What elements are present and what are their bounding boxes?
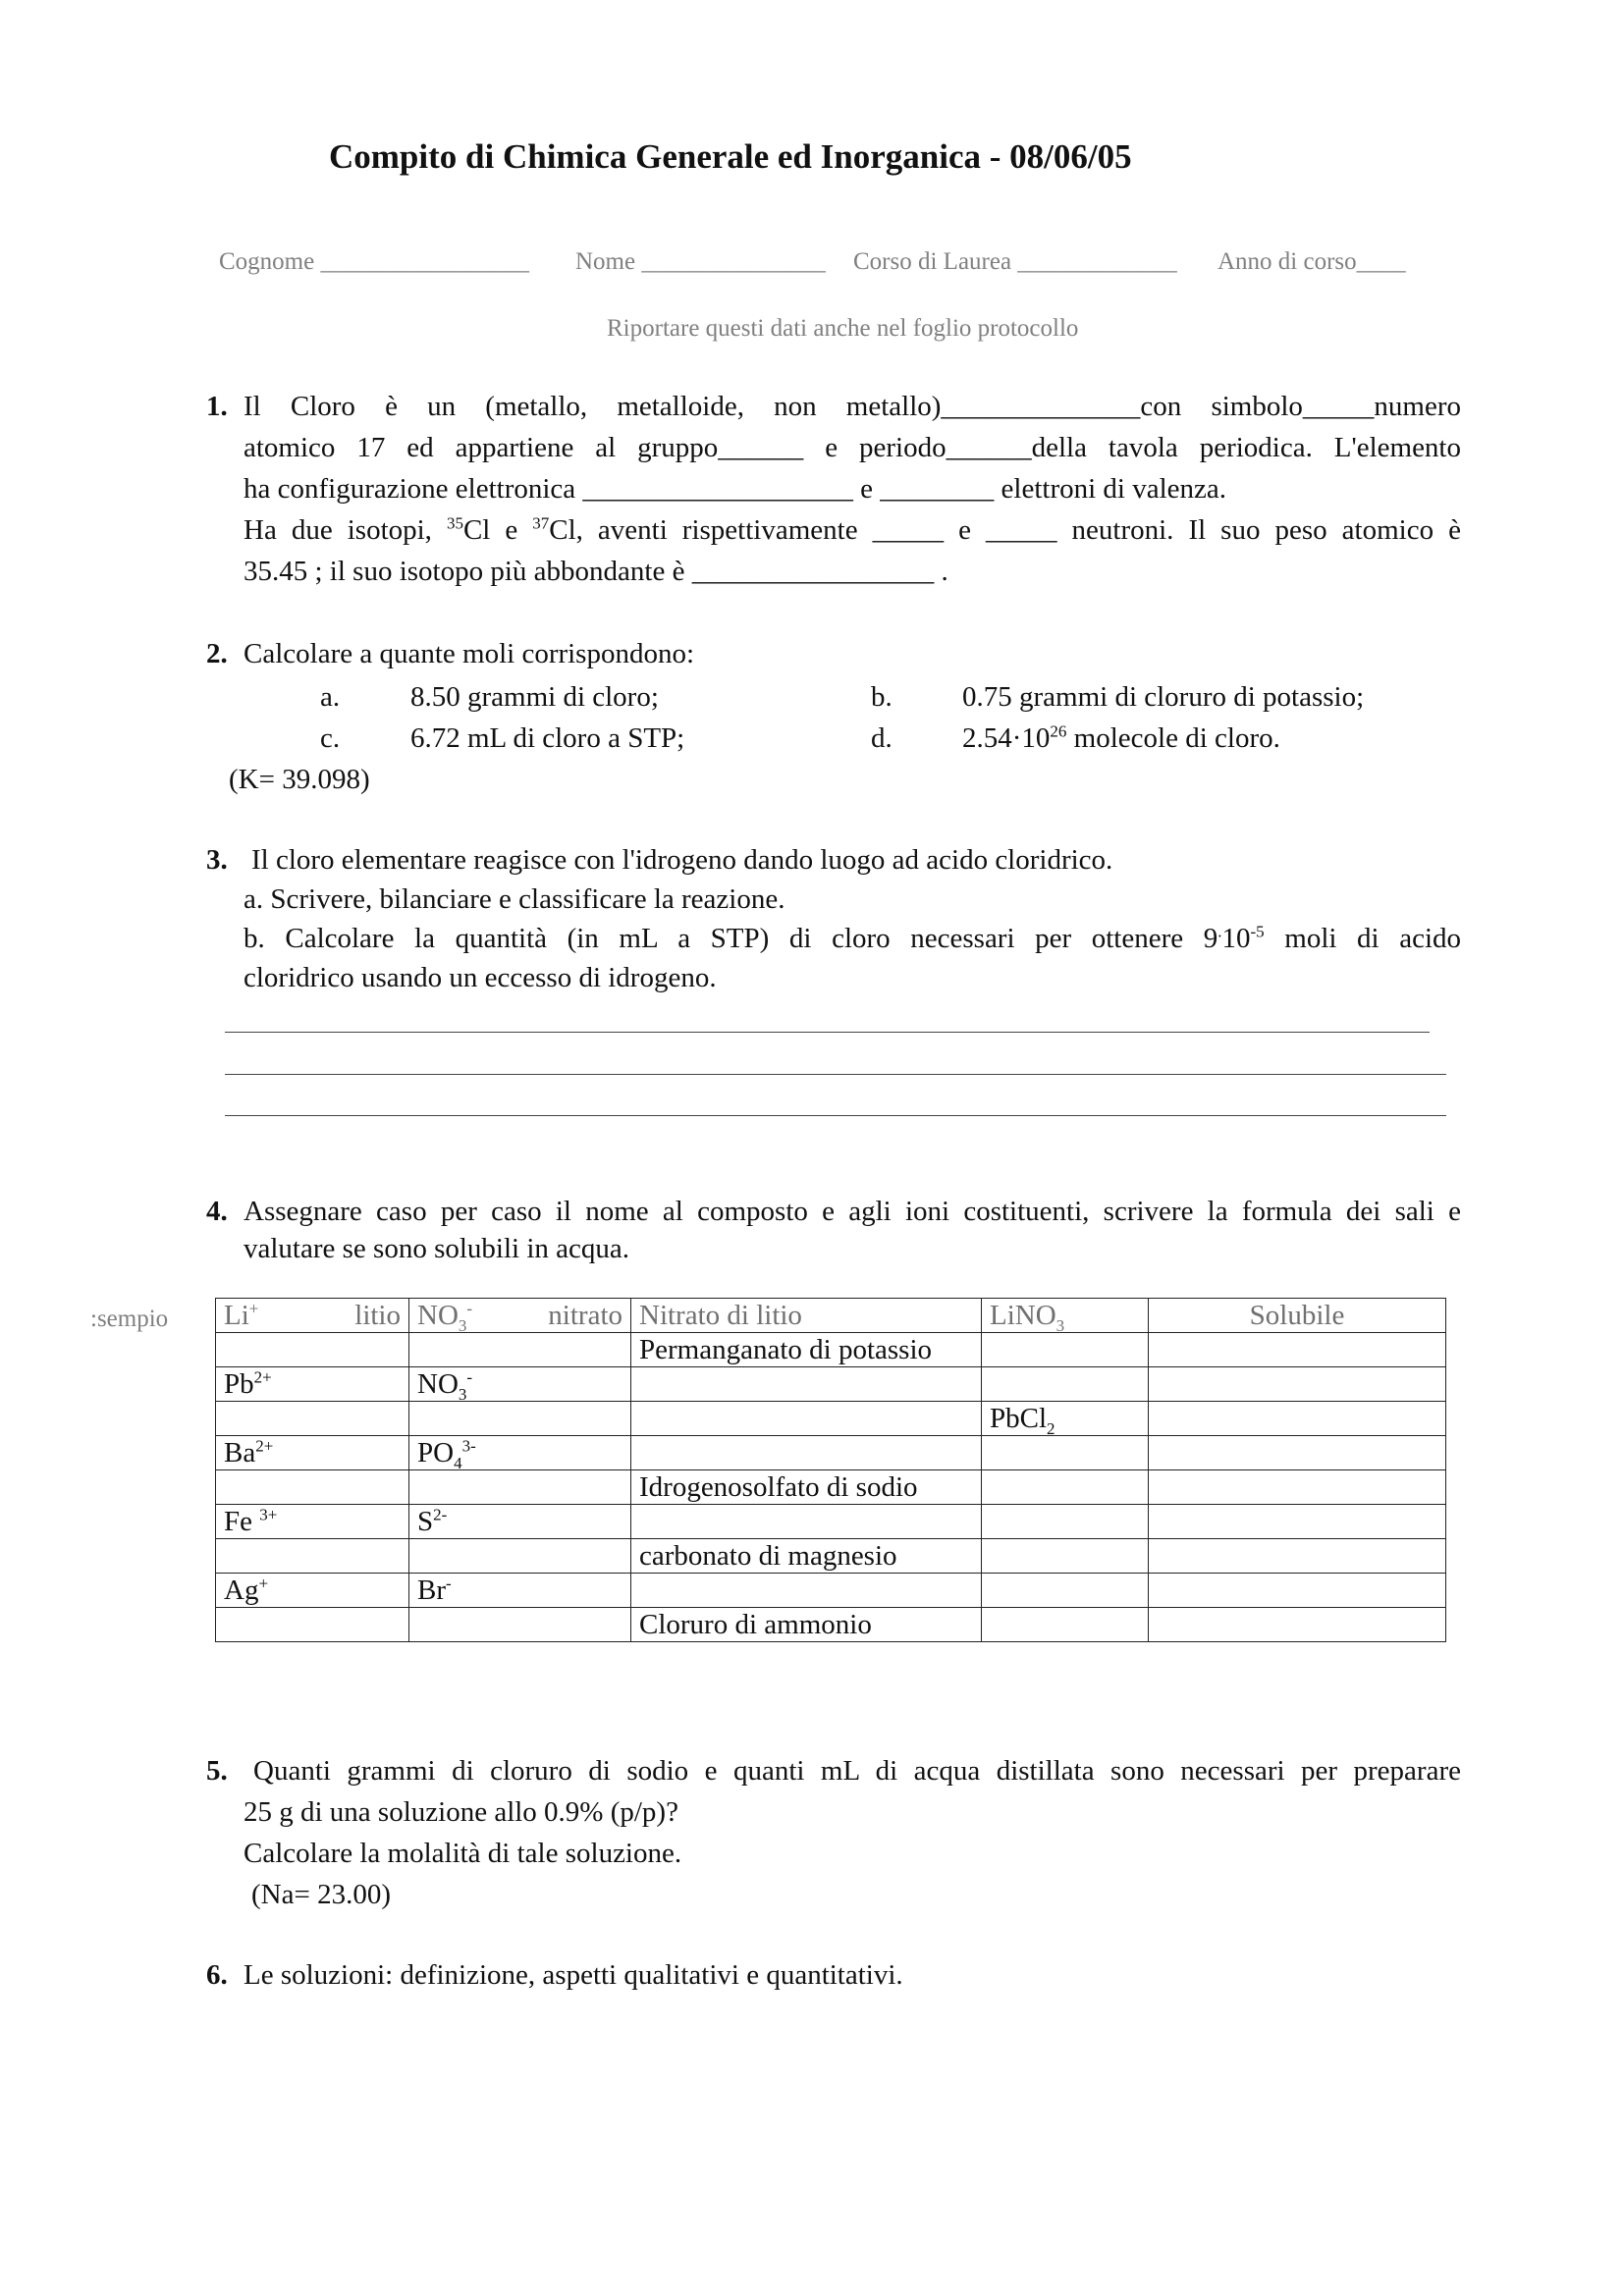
answer-line[interactable] bbox=[225, 1032, 1430, 1033]
compound-name-cell: carbonato di magnesio bbox=[631, 1539, 982, 1574]
solubility-cell[interactable] bbox=[1149, 1402, 1446, 1436]
cation-cell: Fe $^{3+}$ bbox=[216, 1505, 409, 1539]
anion-cell: $S^{2-}$ bbox=[409, 1505, 631, 1539]
q3-line-2: a. Scrivere, bilanciare e classificare la reazione. bbox=[243, 883, 785, 915]
cognome-field[interactable]: Cognome _________________ bbox=[219, 248, 529, 275]
nome-field[interactable]: Nome _______________ bbox=[575, 248, 826, 275]
formula-cell[interactable] bbox=[982, 1367, 1149, 1402]
corso-field[interactable]: Corso di Laurea _____________ bbox=[853, 248, 1177, 275]
anion-cell: $NO_3^-$ bbox=[409, 1367, 631, 1402]
q3-number: 3. bbox=[206, 844, 228, 876]
compound-name-cell: Permanganato di potassio bbox=[631, 1333, 982, 1367]
table-row bbox=[216, 1333, 1446, 1367]
example-row bbox=[216, 1299, 1446, 1333]
table-row bbox=[216, 1402, 1446, 1436]
table-row bbox=[216, 1470, 1446, 1505]
q4-line-1: Assegnare caso per caso il nome al composto e agli ioni costituenti, scrivere la formula dei sali e bbox=[243, 1196, 1461, 1227]
compound-name-cell: Cloruro di ammonio bbox=[631, 1608, 982, 1642]
table-row bbox=[216, 1539, 1446, 1574]
anion-cell[interactable] bbox=[409, 1333, 631, 1367]
q2-d-text: $2.54\cdot 10^{26}$ molecole di cloro. bbox=[962, 721, 1280, 754]
q2-b-text: 0.75 grammi di cloruro di potassio; bbox=[962, 681, 1365, 713]
cation-cell[interactable] bbox=[216, 1402, 409, 1436]
q1-line-2: atomico 17 ed appartiene al gruppo______ e periodo______della tavola periodica. L'elemento bbox=[243, 432, 1461, 463]
q2-k-note: (K= 39.098) bbox=[229, 764, 370, 795]
cation-cell: $Ba^{2+}$ bbox=[216, 1436, 409, 1470]
solubility-cell: Solubile bbox=[1149, 1299, 1446, 1333]
esempio-label: :sempio bbox=[90, 1306, 169, 1332]
formula-cell[interactable] bbox=[982, 1505, 1149, 1539]
q2-b-label: b. bbox=[871, 681, 893, 713]
anion-cell[interactable] bbox=[409, 1402, 631, 1436]
compound-name-cell[interactable] bbox=[631, 1505, 982, 1539]
q2-number: 2. bbox=[206, 638, 228, 669]
cation-cell[interactable] bbox=[216, 1470, 409, 1505]
formula-cell[interactable] bbox=[982, 1436, 1149, 1470]
cation-cell: Ag+ bbox=[216, 1574, 409, 1608]
answer-line[interactable] bbox=[225, 1115, 1446, 1116]
q2-a-label: a. bbox=[320, 681, 341, 713]
anion-cell[interactable] bbox=[409, 1539, 631, 1574]
compound-name-cell: Nitrato di litio bbox=[631, 1299, 982, 1333]
q2-a-text: 8.50 grammi di cloro; bbox=[410, 681, 659, 713]
solubility-cell[interactable] bbox=[1149, 1608, 1446, 1642]
cation-cell[interactable] bbox=[216, 1333, 409, 1367]
cation-cell[interactable] bbox=[216, 1608, 409, 1642]
anion-cell: $PO_4^{3-}$ bbox=[409, 1436, 631, 1470]
solubility-cell[interactable] bbox=[1149, 1505, 1446, 1539]
q3-line-1: Il cloro elementare reagisce con l'idrogeno dando luogo ad acido cloridrico. bbox=[251, 844, 1113, 876]
q2-intro: Calcolare a quante moli corrispondono: bbox=[243, 638, 695, 669]
q1-line-5: 35.45 ; il suo isotopo più abbondante è _________________ . bbox=[243, 556, 948, 587]
solubility-cell[interactable] bbox=[1149, 1436, 1446, 1470]
table-row bbox=[216, 1574, 1446, 1608]
table-row bbox=[216, 1367, 1446, 1402]
q1-number: 1. bbox=[206, 391, 228, 422]
q5-number: 5. bbox=[206, 1755, 228, 1787]
q6-number: 6. bbox=[206, 1959, 228, 1991]
q4-line-2: valutare se sono solubili in acqua. bbox=[243, 1233, 630, 1264]
q1-line-1: Il Cloro è un (metallo, metalloide, non metallo)______________con simbolo_____numero bbox=[243, 391, 1461, 422]
compound-name-cell: Idrogenosolfato di sodio bbox=[631, 1470, 982, 1505]
header-note: Riportare questi dati anche nel foglio protocollo bbox=[607, 315, 1079, 342]
compound-name-cell[interactable] bbox=[631, 1402, 982, 1436]
q1-line-4: Ha due isotopi, $^{35}$Cl e $^{37}$Cl, aventi rispettivamente _____ e _____ neutroni. Il suo peso atomico è bbox=[243, 513, 1461, 546]
q2-c-label: c. bbox=[320, 722, 341, 754]
anion-cell[interactable] bbox=[409, 1470, 631, 1505]
q5-line-3: Calcolare la molalità di tale soluzione. bbox=[243, 1838, 682, 1869]
table-row bbox=[216, 1436, 1446, 1470]
page-title: Compito di Chimica Generale ed Inorganica - 08/06/05 bbox=[329, 137, 1132, 176]
formula-cell[interactable] bbox=[982, 1539, 1149, 1574]
compound-name-cell[interactable] bbox=[631, 1574, 982, 1608]
table-row bbox=[216, 1608, 1446, 1642]
q4-number: 4. bbox=[206, 1196, 228, 1227]
q5-line-4: (Na= 23.00) bbox=[251, 1879, 391, 1910]
solubility-cell[interactable] bbox=[1149, 1470, 1446, 1505]
q1-line-3: ha configurazione elettronica ___________________ e ________ elettroni di valenza. bbox=[243, 473, 1227, 505]
compound-name-cell[interactable] bbox=[631, 1436, 982, 1470]
solubility-cell[interactable] bbox=[1149, 1539, 1446, 1574]
anion-cell: $NO_3^-$ nitrato bbox=[409, 1299, 631, 1333]
formula-cell[interactable] bbox=[982, 1608, 1149, 1642]
q3-line-4: cloridrico usando un eccesso di idrogeno. bbox=[243, 962, 717, 993]
formula-cell: LiNO$_3$ bbox=[982, 1299, 1149, 1333]
formula-cell[interactable] bbox=[982, 1574, 1149, 1608]
cation-cell: Li+ litio bbox=[216, 1299, 409, 1333]
q6-line-1: Le soluzioni: definizione, aspetti qualitativi e quantitativi. bbox=[243, 1959, 903, 1991]
formula-cell[interactable] bbox=[982, 1470, 1149, 1505]
cation-cell[interactable] bbox=[216, 1539, 409, 1574]
q3-line-3: b. Calcolare la quantità (in mL a STP) di cloro necessari per ottenere $9^.10^{-5}$ moli di acido bbox=[243, 922, 1462, 954]
q5-line-1: Quanti grammi di cloruro di sodio e quanti mL di acqua distillata sono necessari per preparare bbox=[253, 1755, 1461, 1787]
q2-c-text: 6.72 mL di cloro a STP; bbox=[410, 722, 685, 754]
anion-cell: Br- bbox=[409, 1574, 631, 1608]
anno-field[interactable]: Anno di corso____ bbox=[1217, 248, 1406, 275]
table-row bbox=[216, 1505, 1446, 1539]
cation-cell: $Pb^{2+}$ bbox=[216, 1367, 409, 1402]
formula-cell: PbCl$_2$ bbox=[982, 1402, 1149, 1436]
solubility-cell[interactable] bbox=[1149, 1574, 1446, 1608]
compound-name-cell[interactable] bbox=[631, 1367, 982, 1402]
solubility-cell[interactable] bbox=[1149, 1367, 1446, 1402]
anion-cell[interactable] bbox=[409, 1608, 631, 1642]
answer-line[interactable] bbox=[225, 1074, 1446, 1075]
formula-cell[interactable] bbox=[982, 1333, 1149, 1367]
q5-line-2: 25 g di una soluzione allo 0.9% (p/p)? bbox=[243, 1796, 678, 1828]
q2-d-label: d. bbox=[871, 722, 893, 754]
solubility-cell[interactable] bbox=[1149, 1333, 1446, 1367]
salts-table bbox=[215, 1298, 1446, 1642]
